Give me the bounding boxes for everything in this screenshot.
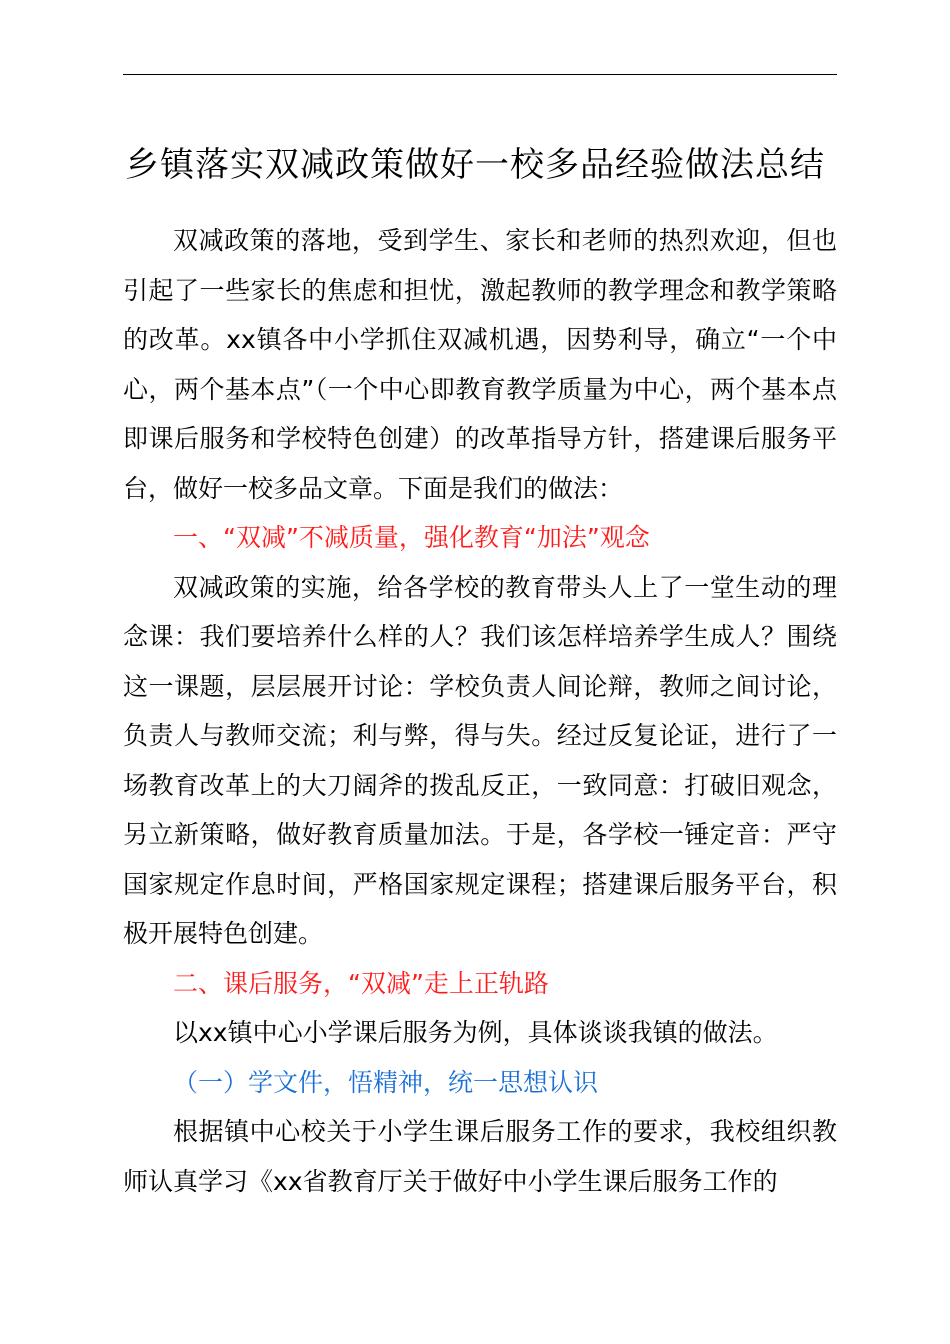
header-divider bbox=[123, 74, 837, 75]
section-2-heading: 二、课后服务，“双减”走上正轨路 bbox=[173, 968, 549, 998]
document-body bbox=[123, 216, 837, 1206]
document-title: 乡镇落实双减政策做好一校多品经验做法总结 bbox=[125, 145, 825, 185]
section-1-paragraph: 双减政策的实施，给各学校的教育带头人上了一堂生动的理念课：我们要培养什么样的人？我们该怎样培养学生成人？围绕这一课题，层层展开讨论：学校负责人间论辩，教师之间讨论，负责人与教师交流；利与弊，得与失。经过反复论证，进行了一场教育改革上的大刀阔斧的拨乱反正，一致同意：打破旧观念，另立新策略，做好教育质量加法。于是，各学校一锤定音：严守国家规定作息时间，严格国家规定课程；搭建课后服务平台，积极开展特色创建。 bbox=[123, 572, 837, 948]
subsection-1-paragraph: 根据镇中心校关于小学生课后服务工作的要求，我校组织教师认真学习《xx省教育厅关于做好中小学生课后服务工作的 bbox=[123, 1117, 837, 1196]
section-1-heading: 一、“双减”不减质量，强化教育“加法”观念 bbox=[173, 523, 650, 552]
subsection-1-heading: （一）学文件，悟精神，统一思想认识 bbox=[173, 1067, 599, 1097]
intro-paragraph: 双减政策的落地，受到学生、家长和老师的热烈欢迎，但也引起了一些家长的焦虑和担忧，激起教师的教学理念和教学策略的改革。xx镇各中小学抓住双减机遇，因势利导，确立“一个中心，两个基本点”（一个中心即教育教学质量为中心，两个基本点即课后服务和学校特色创建）的改革指导方针，搭建课后服务平台，做好一校多品文章。下面是我们的做法： bbox=[123, 226, 837, 503]
section-2-paragraph: 以xx镇中心小学课后服务为例，具体谈谈我镇的做法。 bbox=[173, 1018, 778, 1047]
